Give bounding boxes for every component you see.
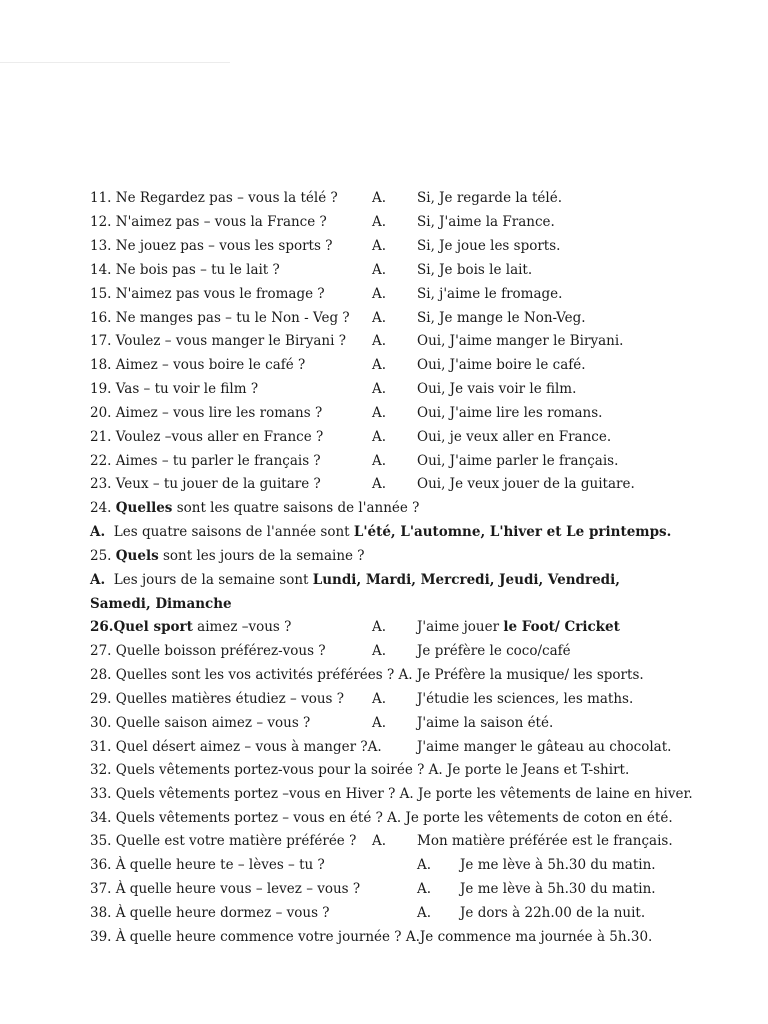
qa-text: 39. À quelle heure commence votre journée ? A.Je commence ma journée à 5h.30. [90,929,653,945]
answer-marker: A. [372,405,387,421]
question-keyword: Quelles [115,500,173,516]
answer-prefix: Les jours de la semaine sont [113,572,313,588]
answer-text: J'aime manger le gâteau au chocolat. [417,739,672,755]
answer-text [417,617,620,637]
question-rest: aimez –vous ? [192,619,292,635]
answer-marker: A. [372,238,387,254]
question-text: 27. Quelle boisson préférez-vous ? [90,643,326,659]
answer-text: J'étudie les sciences, les maths. [417,691,634,707]
qa-text: 28. Quelles sont les vos activités préférées ? A. Je Préfère la musique/ les sports. [90,667,644,683]
answer-marker: A. [372,333,387,349]
answer-marker: A. [372,453,387,469]
answer-text: Si, Je regarde la télé. [417,190,563,206]
answer-marker: A. [90,524,106,540]
answer-marker: A. [372,476,387,492]
question-number: 24. [90,500,112,516]
answer-text [90,570,620,590]
question-text: 14. Ne bois pas – tu le lait ? [90,262,280,278]
answer-text: Oui, je veux aller en France. [417,429,612,445]
answer-marker: A. [417,857,432,873]
answer-marker: A. [417,881,432,897]
answer-marker: A. [372,310,387,326]
answer-text: Si, j'aime le fromage. [417,286,563,302]
qa-text: 32. Quels vêtements portez-vous pour la soirée ? A. Je porte le Jeans et T-shirt. [90,762,630,778]
answer-marker: A. [372,833,387,849]
answer-text: Je préfère le coco/café [417,643,571,659]
question-text: 11. Ne Regardez pas – vous la télé ? [90,190,338,206]
answer-text: Si, Je joue les sports. [417,238,561,254]
question-keyword: 26.Quel sport [90,619,193,635]
answer-text: Oui, Je vais voir le film. [417,381,577,397]
question-text: 19. Vas – tu voir le film ? [90,381,259,397]
answer-text: Mon matière préférée est le français. [417,833,673,849]
answer-prefix: J'aime jouer [417,619,504,635]
answer-marker: A. [372,715,387,731]
answer-marker: A. [90,572,106,588]
question-text: 29. Quelles matières étudiez – vous ? [90,691,345,707]
answer-text: Je dors à 22h.00 de la nuit. [460,905,646,921]
answer-marker: A. [417,905,432,921]
answer-text: Si, Je bois le lait. [417,262,533,278]
question-text: 20. Aimez – vous lire les romans ? [90,405,323,421]
question-text: 12. N'aimez pas – vous la France ? [90,214,327,230]
answer-text: Si, J'aime la France. [417,214,555,230]
question-text: 22. Aimes – tu parler le français ? [90,453,321,469]
answer-marker: A. [372,190,387,206]
question-text: 31. Quel désert aimez – vous à manger ?A. [90,739,382,755]
answer-marker: A. [372,619,387,635]
question-text: 38. À quelle heure dormez – vous ? [90,905,330,921]
answer-bold: le Foot/ Cricket [503,619,620,635]
question-text: 18. Aimez – vous boire le café ? [90,357,306,373]
question-text: 35. Quelle est votre matière préférée ? [90,833,357,849]
question-number: 25. [90,548,112,564]
answer-marker: A. [372,429,387,445]
answer-prefix: Les quatre saisons de l'année sont [113,524,354,540]
answer-text: Si, Je mange le Non-Veg. [417,310,586,326]
answer-text: Oui, J'aime lire les romans. [417,405,603,421]
question-keyword: Quels [115,548,159,564]
question-text: 36. À quelle heure te – lèves – tu ? [90,857,325,873]
answer-marker: A. [372,214,387,230]
question-text: 37. À quelle heure vous – levez – vous ? [90,881,361,897]
answer-marker: A. [372,357,387,373]
qa-text: 33. Quels vêtements portez –vous en Hiver ? A. Je porte les vêtements de laine en hiver. [90,786,693,802]
answer-bold-cont: Samedi, Dimanche [90,596,232,612]
answer-text: J'aime la saison été. [417,715,554,731]
answer-bold: L'été, L'automne, L'hiver et Le printemps. [353,524,672,540]
answer-text [90,522,671,542]
answer-marker: A. [372,381,387,397]
question-rest: sont les quatre saisons de l'année ? [172,500,420,516]
answer-text: Je me lève à 5h.30 du matin. [460,857,656,873]
answer-text: Oui, J'aime parler le français. [417,453,619,469]
answer-text: Oui, J'aime manger le Biryani. [417,333,624,349]
question-text: 15. N'aimez pas vous le fromage ? [90,286,325,302]
answer-text: Oui, J'aime boire le café. [417,357,586,373]
question-text: 17. Voulez – vous manger le Biryani ? [90,333,346,349]
question-text [90,617,291,637]
question-text [90,546,365,566]
question-text: 21. Voulez –vous aller en France ? [90,429,324,445]
answer-text: Je me lève à 5h.30 du matin. [460,881,656,897]
answer-text: Oui, Je veux jouer de la guitare. [417,476,635,492]
answer-marker: A. [372,286,387,302]
answer-marker: A. [372,691,387,707]
question-text [90,498,419,518]
question-text: 30. Quelle saison aimez – vous ? [90,715,311,731]
question-rest: sont les jours de la semaine ? [158,548,365,564]
answer-marker: A. [372,643,387,659]
question-text: 16. Ne manges pas – tu le Non - Veg ? [90,310,350,326]
qa-text: 34. Quels vêtements portez – vous en été ? A. Je porte les vêtements de coton en été. [90,810,673,826]
answer-bold: Lundi, Mardi, Mercredi, Jeudi, Vendredi, [312,572,620,588]
question-text: 23. Veux – tu jouer de la guitare ? [90,476,321,492]
question-text: 13. Ne jouez pas – vous les sports ? [90,238,333,254]
answer-marker: A. [372,262,387,278]
